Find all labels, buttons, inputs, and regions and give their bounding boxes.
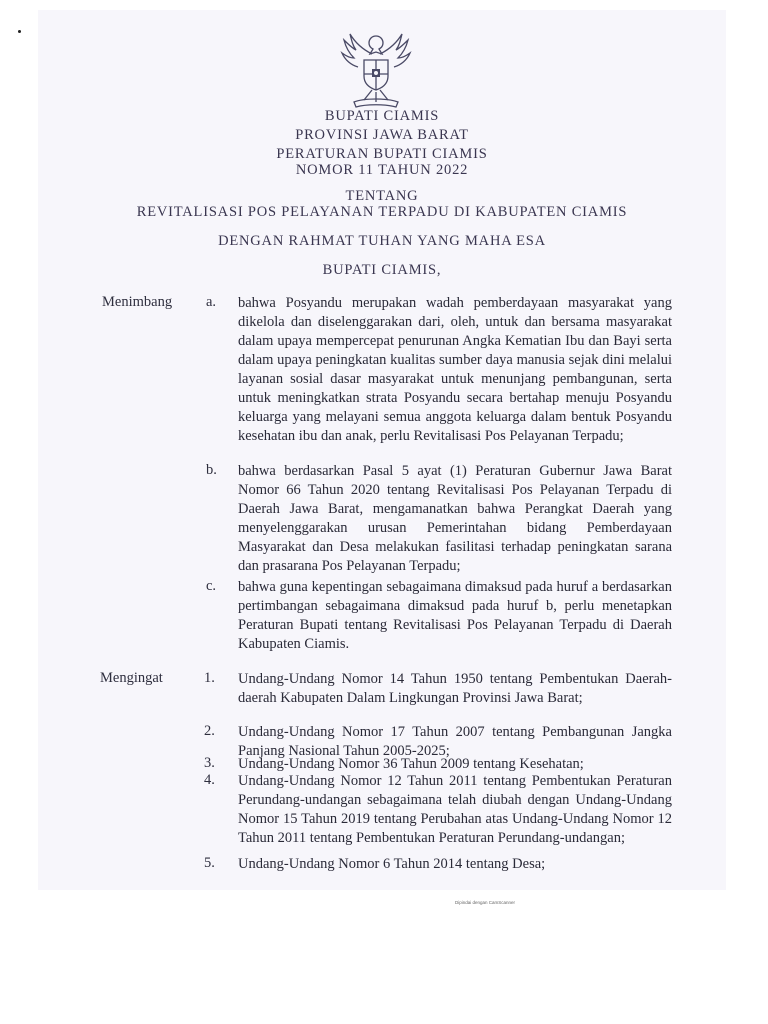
mengingat-1-text: Undang-Undang Nomor 14 Tahun 1950 tentang Pembentukan Daerah-daerah Kabupaten Dalam Lingkungan Provinsi Jawa Barat; (238, 671, 672, 706)
mengingat-4-text: Undang-Undang Nomor 12 Tahun 2011 tentang Pembentukan Peraturan Perundang-undangan sebagaimana telah diubah dengan Undang-Undang Nomor 15 Tahun 2019 tentang Perubahan atas Undang-Undang Nomor 12 Tahun 2011 tentang Pembentukan Peraturan Perundang-undangan; (238, 773, 672, 846)
mengingat-2-text: Undang-Undang Nomor 17 Tahun 2007 tentang Pembangunan Jangka Panjang Nasional Tahun 2005-2025; (238, 724, 672, 759)
header-peraturan: PERATURAN BUPATI CIAMIS (276, 146, 488, 162)
menimbang-c-text: bahwa guna kepentingan sebagaimana dimaksud pada huruf a berdasarkan pertimbangan sebagaimana dimaksud pada huruf b, perlu menetapkan Peraturan Bupati tentang Revitalisasi Pos Pelayanan Terpadu di Daerah Kabupaten Ciamis. (238, 579, 672, 652)
mengingat-1-marker: 1. (204, 670, 215, 686)
scan-speck (18, 30, 21, 33)
garuda-emblem-icon (328, 28, 424, 110)
mengingat-5-marker: 5. (204, 855, 215, 871)
document-page (38, 10, 726, 890)
header-rahmat: DENGAN RAHMAT TUHAN YANG MAHA ESA (218, 233, 546, 249)
menimbang-a-text: bahwa Posyandu merupakan wadah pemberdayaan masyarakat yang dikelola dan diselenggarakan dari, oleh, untuk dan bersama masyarakat dalam upaya mempercepat penurunan Angka Kematian Ibu dan Bayi serta dalam upaya peningkatan kualitas sumber daya manusia sejak dini melalui layanan sosial dasar masyarakat untuk menunjang pembangunan, serta untuk meningkatkan strata Posyandu secara bertahap menuju Posyandu keluarga yang melayani semua anggota keluarga dalam bentuk Posyandu kesehatan ibu dan anak, perlu Revitalisasi Pos Pelayanan Terpadu; (238, 295, 672, 444)
header-subject: REVITALISASI POS PELAYANAN TERPADU DI KABUPATEN CIAMIS (136, 204, 628, 220)
mengingat-5-text: Undang-Undang Nomor 6 Tahun 2014 tentang Desa; (238, 856, 546, 872)
header-tentang: TENTANG (345, 188, 419, 204)
header-bupati-comma: BUPATI CIAMIS, (322, 262, 442, 278)
scanner-watermark: Dipindai dengan CamScanner (455, 900, 516, 905)
header-nomor: NOMOR 11 TAHUN 2022 (295, 162, 469, 178)
menimbang-b-marker: b. (206, 462, 217, 478)
header-bupati: BUPATI CIAMIS (324, 108, 440, 124)
menimbang-c-marker: c. (206, 578, 217, 594)
mengingat-2-marker: 2. (204, 723, 215, 739)
menimbang-label: Menimbang (102, 294, 173, 310)
mengingat-label: Mengingat (100, 670, 163, 686)
mengingat-3-text: Undang-Undang Nomor 36 Tahun 2009 tentang Kesehatan; (238, 756, 584, 772)
menimbang-a-marker: a. (206, 294, 217, 310)
mengingat-3-marker: 3. (204, 755, 215, 771)
header-provinsi: PROVINSI JAWA BARAT (295, 127, 469, 143)
menimbang-b-text: bahwa berdasarkan Pasal 5 ayat (1) Peraturan Gubernur Jawa Barat Nomor 66 Tahun 2020 tentang Revitalisasi Pos Pelayanan Terpadu di Daerah Jawa Barat, mengamanatkan bahwa Perangkat Daerah yang menyelenggarakan urusan Pemerintahan bidang Pemberdayaan Masyarakat dan Desa melakukan fasilitasi terhadap peningkatan sarana dan prasarana Pos Pelayanan Terpadu; (238, 463, 672, 574)
mengingat-4-marker: 4. (204, 772, 215, 788)
